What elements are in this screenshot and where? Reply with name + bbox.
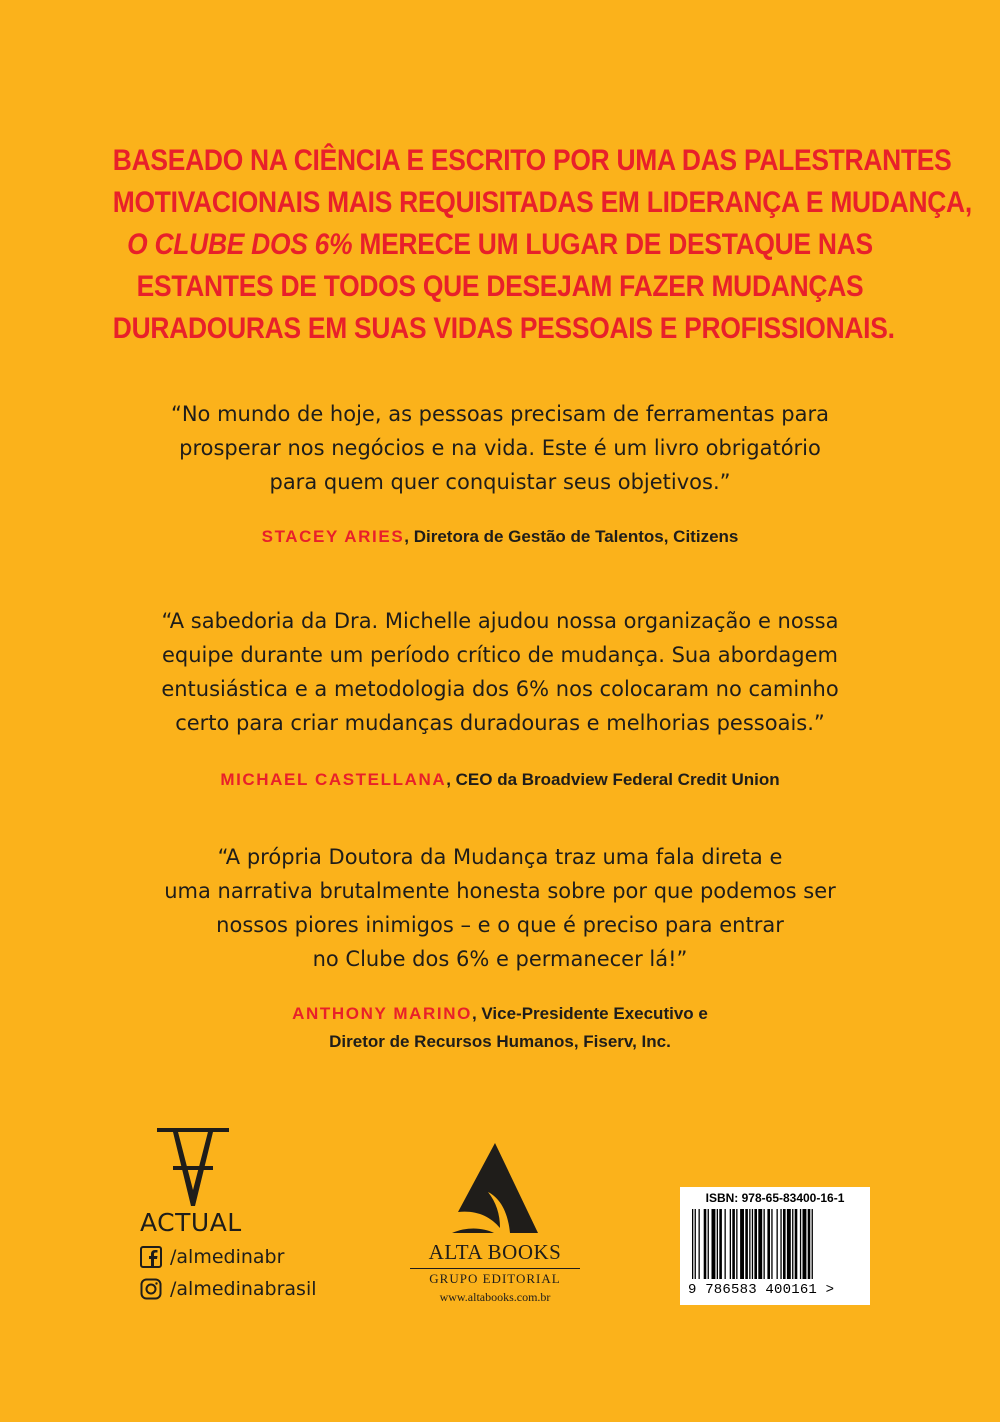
testimonial-attribution (100, 766, 900, 794)
headline-line: BASEADO NA CIÊNCIA E ESCRITO POR UMA DAS PALESTRANTES (112, 144, 952, 177)
headline-line-rest: MERECE UM LUGAR DE DESTAQUE NAS (352, 228, 873, 261)
barcode-bar (812, 1209, 813, 1279)
quote-line: no Clube dos 6% e permanecer lá!” (312, 947, 688, 971)
quote-line: “No mundo de hoje, as pessoas precisam de ferramentas para (170, 402, 830, 426)
author-name: MICHAEL CASTELLANA (220, 770, 447, 789)
facebook-icon (140, 1246, 162, 1268)
barcode-bar (795, 1209, 798, 1279)
barcode-bar (708, 1209, 709, 1279)
alta-books-mark (450, 1140, 540, 1235)
barcode-bar (725, 1209, 726, 1279)
barcode-bar (780, 1209, 781, 1279)
isbn-label: ISBN: 978-65-83400-16-1 (705, 1191, 845, 1205)
quote-line: “A própria Doutora da Mudança traz uma fala direta e (217, 845, 783, 869)
headline (112, 140, 972, 350)
quote-line: nossos piores inimigos – e o que é preciso para entrar (216, 913, 784, 937)
barcode-bar (719, 1209, 722, 1279)
headline-line: DURADOURAS EM SUAS VIDAS PESSOAIS E PROFISSIONAIS. (112, 312, 895, 345)
barcode-bar (771, 1209, 772, 1279)
author-role: , CEO da Broadview Federal Credit Union (446, 770, 780, 789)
barcode-bar (695, 1209, 696, 1279)
barcode-bar (732, 1209, 735, 1279)
barcode-bar (767, 1209, 770, 1279)
barcode-bar (783, 1209, 786, 1279)
alta-books-subtitle: GRUPO EDITORIAL (410, 1268, 580, 1287)
barcode-bar (692, 1209, 693, 1279)
barcode-bar (754, 1209, 757, 1279)
instagram-icon (140, 1278, 162, 1300)
author-name: ANTHONY MARINO (292, 1004, 472, 1023)
actual-logo (140, 1128, 250, 1238)
barcode-bar (808, 1209, 811, 1279)
barcode-bar (745, 1209, 748, 1279)
barcode-bar (800, 1209, 801, 1279)
testimonial-quote (100, 397, 900, 499)
quote-line: equipe durante um período crítico de mudança. Sua abordagem (162, 643, 838, 667)
alta-books-logo (410, 1140, 580, 1310)
barcode-bar (803, 1209, 807, 1279)
barcode-bar (717, 1209, 718, 1279)
author-role: Diretor de Recursos Humanos, Fiserv, Inc. (329, 1032, 671, 1051)
barcode-bar (740, 1209, 744, 1279)
barcode-bar (758, 1209, 762, 1279)
barcode-bar (704, 1209, 707, 1279)
quote-line: prosperar nos negócios e na vida. Este é um livro obrigatório (179, 436, 821, 460)
actual-logo-mark (157, 1128, 229, 1206)
isbn-barcode (680, 1187, 870, 1305)
author-name: STACEY ARIES (261, 527, 405, 546)
barcode-bar (699, 1209, 700, 1279)
headline-line: ESTANTES DE TODOS QUE DESEJAM FAZER MUDANÇAS (136, 270, 864, 303)
barcode-bar (764, 1209, 765, 1279)
facebook-handle: /almedinabr (170, 1246, 285, 1268)
headline-line (113, 224, 887, 266)
barcode-bar (749, 1209, 750, 1279)
book-title: O CLUBE DOS 6% (127, 228, 353, 261)
author-role: , Vice-Presidente Executivo e (471, 1004, 708, 1023)
author-role: , Diretora de Gestão de Talentos, Citizens (404, 527, 739, 546)
barcode-bars (690, 1209, 860, 1281)
testimonial-quote (100, 840, 900, 976)
barcode-digits: 9 786583 400161 > (688, 1282, 835, 1298)
quote-line: certo para criar mudanças duradouras e melhorias pessoais.” (175, 711, 825, 735)
instagram-link[interactable] (140, 1275, 317, 1303)
alta-books-name: ALTA BOOKS (428, 1240, 562, 1264)
testimonial-quote (100, 604, 900, 740)
barcode-bar (736, 1209, 737, 1279)
quote-line: para quem quer conquistar seus objetivos.” (269, 470, 731, 494)
barcode-bar (787, 1209, 791, 1279)
barcode-bar (752, 1209, 753, 1279)
barcode-bar (730, 1209, 731, 1279)
barcode-bar (777, 1209, 778, 1279)
quote-line: entusiástica e a metodologia dos 6% nos colocaram no caminho (161, 677, 839, 701)
facebook-link[interactable] (140, 1243, 284, 1271)
barcode-bar (712, 1209, 716, 1279)
imprint-name: ACTUAL (140, 1208, 242, 1237)
quote-line: “A sabedoria da Dra. Michelle ajudou nossa organização e nossa (161, 609, 839, 633)
testimonial-attribution (100, 1000, 900, 1056)
alta-books-url: www.altabooks.com.br (439, 1290, 551, 1304)
barcode-bar (792, 1209, 793, 1279)
testimonial-attribution (100, 523, 900, 551)
headline-line: MOTIVACIONAIS MAIS REQUISITADAS EM LIDERANÇA E MUDANÇA, (112, 186, 972, 219)
instagram-handle: /almedinabrasil (170, 1278, 317, 1300)
quote-line: uma narrativa brutalmente honesta sobre por que podemos ser (164, 879, 836, 903)
